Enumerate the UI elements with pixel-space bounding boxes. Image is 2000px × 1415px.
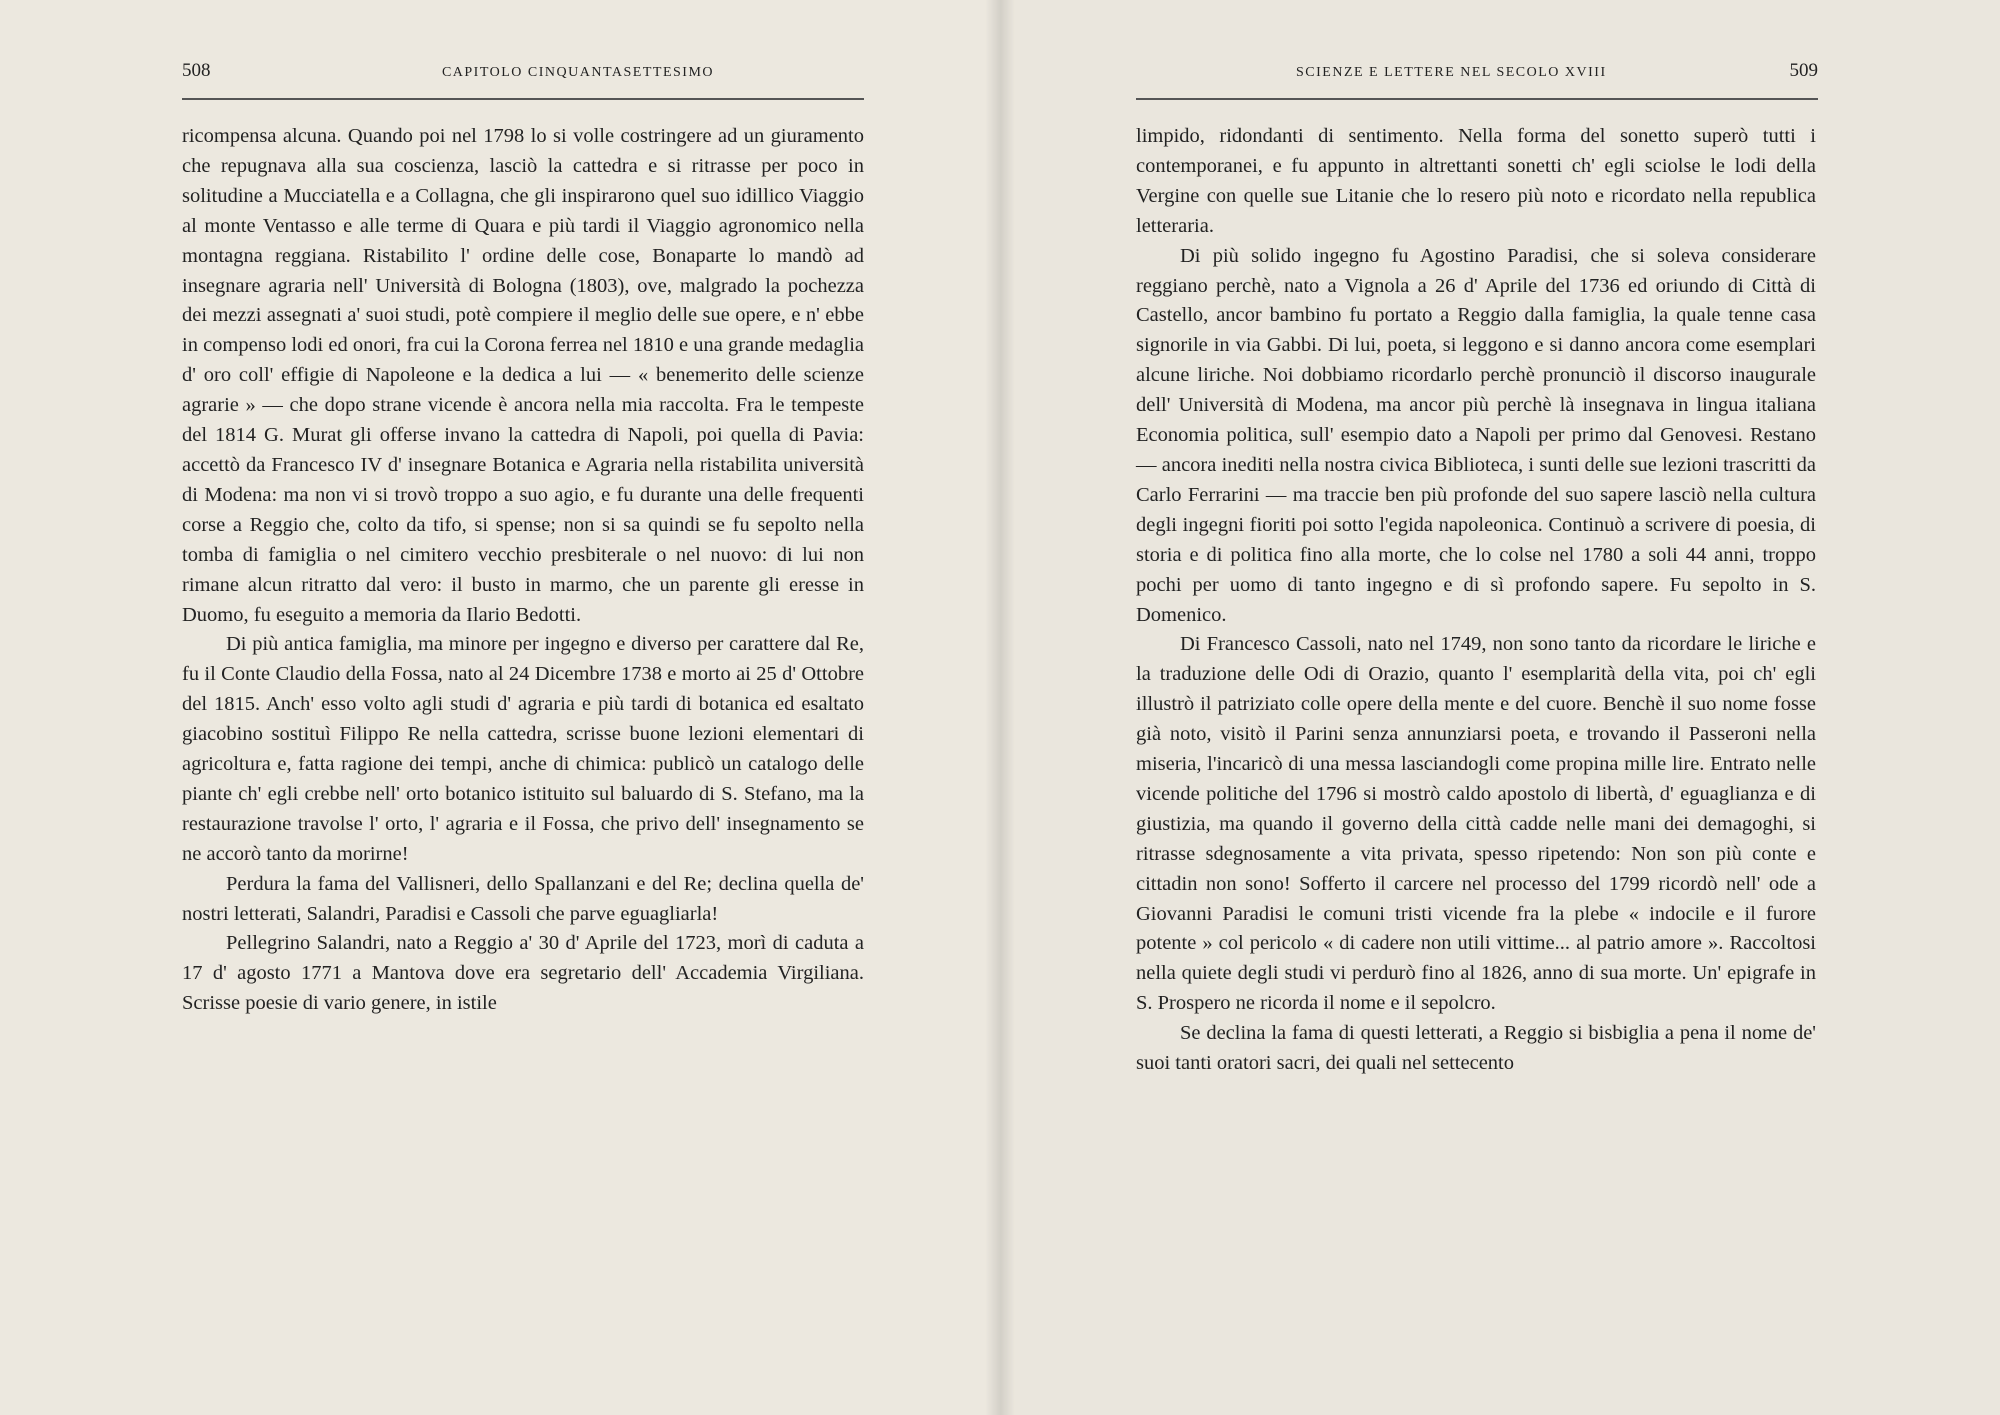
paragraph: Di più solido ingegno fu Agostino Paradisi, che si soleva considerare reggiano perchè, nato a Vignola a 26 d' Aprile del 1736 ed oriundo di Città di Castello, ancor bambino fu portato a Reggio dalla famiglia, la quale tenne casa signorile in via Gabbi. Di lui, poeta, si leggono e si danno ancora come esemplari alcune liriche. Noi dobbiamo ricordarlo perchè pronunciò il discorso inaugurale dell' Università di Modena, ma ancor più perchè là insegnava in lingua italiana Economia politica, sull' esempio dato a Napoli per primo dal Genovesi. Restano — ancora inediti nella nostra civica Biblioteca, i sunti delle sue lezioni trascritti da Carlo Ferrarini — ma traccie ben più profonde del suo sapere lasciò nella cultura degli ingegni fioriti poi sotto l'egida napoleonica. Continuò a scrivere di poesia, di storia e di politica fino alla morte, che lo colse nel 1780 a soli 44 anni, troppo pochi per uomo di tanto ingegno e di sì profondo sapere. Fu sepolto in S. Domenico.: [1136, 244, 1816, 626]
book-gutter: [985, 0, 1015, 1415]
page-number-right: 509: [1789, 60, 1818, 81]
paragraph: ricompensa alcuna. Quando poi nel 1798 lo si volle costringere ad un giuramento che repugnava alla sua coscienza, lasciò la cattedra e si ritrasse per poco in solitudine a Mucciatella e a Collagna, che gli inspirarono quel suo idillico Viaggio al monte Ventasso e alle terme di Quara e più tardi il Viaggio agronomico nella montagna reggiana. Ristabilito l' ordine delle cose, Bonaparte lo mandò ad insegnare agraria nell' Università di Bologna (1803), ove, malgrado la pochezza dei mezzi assegnati a' suoi studi, potè compiere il meglio delle sue opere, e n' ebbe in compenso lodi ed onori, fra cui la Corona ferrea nel 1810 e una grande medaglia d' oro coll' effigie di Napoleone e la dedica a lui — « benemerito delle scienze agrarie » — che dopo strane vicende è ancora nella mia raccolta. Fra le tempeste del 1814 G. Murat gli offerse invano la cattedra di Napoli, poi quella di Pavia: accettò da Francesco IV d' insegnare Botanica e Agraria nella ristabilita università di Modena: ma non vi si trovò troppo a suo agio, e fu durante una delle frequenti corse a Reggio che, colto da tifo, si spense; non si sa quindi se fu sepolto nella tomba di famiglia o nel cimitero vecchio presbiterale o nel nuovo: di lui non rimane alcun ritratto dal vero: il busto in marmo, che un parente gli eresse in Duomo, fu eseguito a memoria da Ilario Bedotti.: [182, 125, 864, 626]
right-page: [1000, 0, 2000, 1415]
paragraph: Di Francesco Cassoli, nato nel 1749, non sono tanto da ricordare le liriche e la traduzione delle Odi di Orazio, quanto l' esemplarità della vita, poi ch' egli illustrò il patriziato colle opere della mente e del cuore. Benchè il suo nome fosse già noto, visitò il Parini senza annunziarsi poeta, e trovando il Passeroni nella miseria, l'incaricò di una messa lasciandogli come propina mille lire. Entrato nelle vicende politiche del 1796 si mostrò caldo apostolo di libertà, d' eguaglianza e di giustizia, ma quando il governo della città cadde nelle mani dei demagoghi, si ritrasse sdegnosamente a vita privata, spesso ripetendo: Non son più conte e cittadin non sono! Sofferto il carcere nel processo del 1799 ricordò nell' ode a Giovanni Paradisi le comuni tristi vicende fra la plebe « indocile e il furore potente » col pericolo « di cadere non utili vittime... al patrio amore ». Raccoltosi nella quiete degli studi vi perdurò fino al 1826, anno di sua morte. Un' epigrafe in S. Prospero ne ricorda il nome e il sepolcro.: [1136, 633, 1816, 1015]
left-page-header: [182, 60, 864, 100]
paragraph: Pellegrino Salandri, nato a Reggio a' 30 d' Aprile del 1723, morì di caduta a 17 d' agosto 1771 a Mantova dove era segretario dell' Accademia Virgiliana. Scrisse poesie di vario genere, in istile: [182, 932, 864, 1015]
left-page-body: [182, 122, 864, 1019]
paragraph: limpido, ridondanti di sentimento. Nella forma del sonetto superò tutti i contemporanei, e fu appunto in altrettanti sonetti ch' egli sciolse le lodi della Vergine con quelle sue Litanie che lo resero più noto e ricordato nella republica letteraria.: [1136, 125, 1816, 237]
page-number-left: 508: [182, 60, 211, 81]
paragraph: Perdura la fama del Vallisneri, dello Spallanzani e del Re; declina quella de' nostri letterati, Salandri, Paradisi e Cassoli che parve eguagliarla!: [182, 872, 864, 925]
running-head-right: SCIENZE E LETTERE NEL SECOLO XVIII: [1296, 65, 1607, 80]
paragraph: Se declina la fama di questi letterati, a Reggio si bisbiglia a pena il nome de' suoi tanti oratori sacri, dei quali nel settecento: [1136, 1022, 1816, 1075]
running-head-left: CAPITOLO CINQUANTASETTESIMO: [441, 65, 714, 80]
paragraph: Di più antica famiglia, ma minore per ingegno e diverso per carattere dal Re, fu il Conte Claudio della Fossa, nato al 24 Dicembre 1738 e morto ai 25 d' Ottobre del 1815. Anch' esso volto agli studi d' agraria e più tardi di botanica ed esaltato giacobino sostituì Filippo Re nella cattedra, scrisse buone lezioni elementari di agricoltura e, fatta ragione dei tempi, anche di chimica: publicò un catalogo delle piante ch' egli crebbe nell' orto botanico istituito sul baluardo di S. Stefano, ma la restaurazione travolse l' orto, l' agraria e il Fossa, che privo dell' insegnamento se ne accorò tanto da morirne!: [182, 633, 864, 865]
right-page-body: [1136, 122, 1816, 1079]
right-page-header: [1136, 60, 1818, 100]
